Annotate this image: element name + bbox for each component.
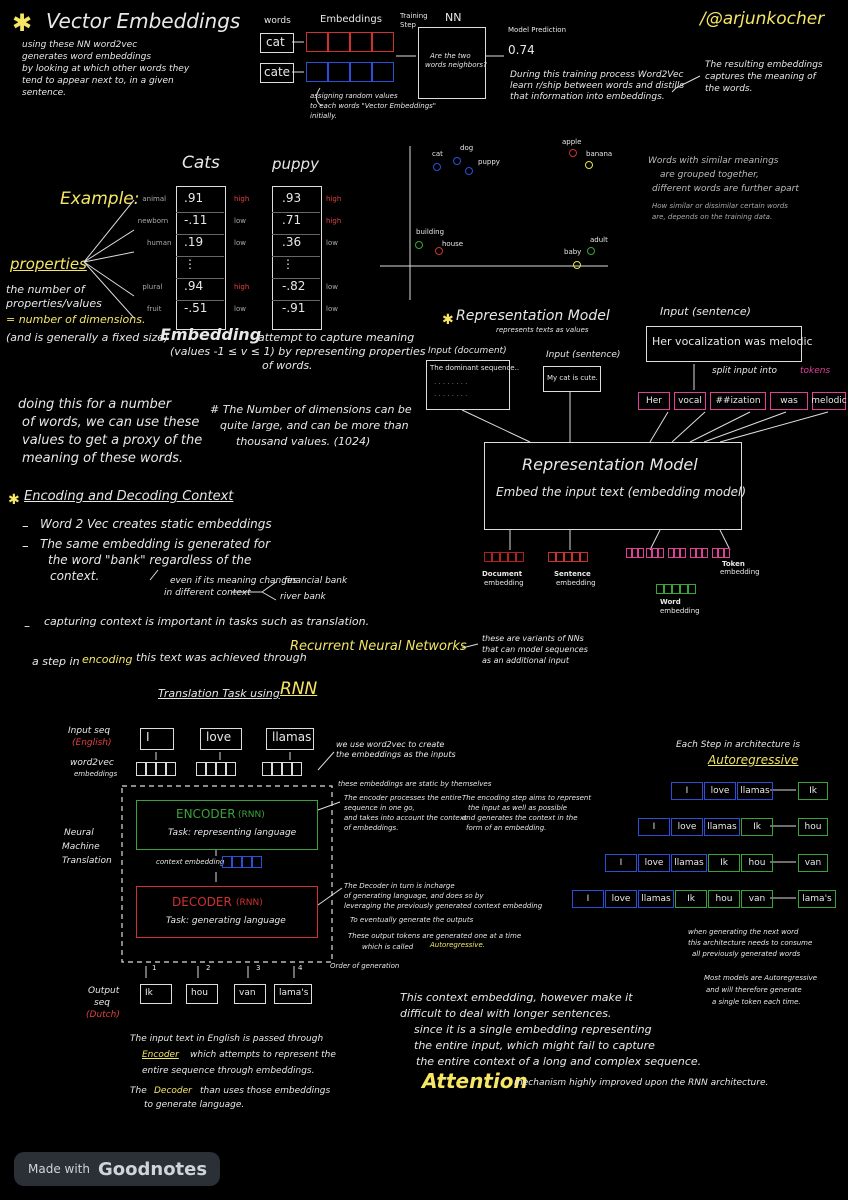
token-box: was <box>770 392 808 410</box>
output-word: hou <box>191 988 208 998</box>
dec-note2: To eventually generate the outputs <box>350 916 474 924</box>
scatter-point <box>453 157 461 165</box>
repr-subtitle: represents texts as values <box>496 326 589 334</box>
input-emb-cell <box>196 762 206 776</box>
goodnotes-badge[interactable] <box>14 1152 220 1186</box>
vector-cell <box>252 856 262 868</box>
dims-large: # The Number of dimensions can be <box>210 403 412 416</box>
col-puppy: puppy <box>272 155 319 173</box>
context-heading: Encoding and Decoding Context <box>24 489 234 504</box>
summary-p2-pre: The <box>130 1086 147 1096</box>
token-box: vocal <box>674 392 706 410</box>
enc-note2: and generates the context in the <box>462 814 578 822</box>
input-emb-cell <box>136 762 146 776</box>
autoreg-token: hou <box>741 854 773 872</box>
context-b3: capturing context is important in tasks such as translation. <box>44 615 370 628</box>
proxy-text: meaning of these words. <box>22 451 184 466</box>
autoreg-token: I <box>671 782 703 800</box>
intro-line: tend to appear next to, in a given <box>22 76 174 86</box>
order-generation: Order of generation <box>330 962 400 970</box>
input-emb-cell <box>262 762 272 776</box>
out-word-label: Word <box>660 598 681 606</box>
output-cell <box>516 552 524 562</box>
autoregressive-word: Autoregressive. <box>430 941 485 949</box>
input-word: llamas <box>272 730 312 744</box>
autoreg-output: van <box>798 854 828 872</box>
scatter-point <box>465 167 473 175</box>
assign-note: initially. <box>310 112 338 120</box>
cats-value: .19 <box>184 235 204 249</box>
output-cell <box>664 584 672 594</box>
output-cell <box>638 548 644 558</box>
autoreg-note2: a single token each time. <box>712 998 801 1006</box>
cats-tag: low <box>234 217 246 225</box>
autoreg-token: llamas <box>704 818 740 836</box>
input-emb-cell <box>272 762 282 776</box>
cats-tag: low <box>234 239 246 247</box>
output-cell <box>564 552 572 562</box>
cats-tag: low <box>234 305 246 313</box>
autoreg-token: love <box>671 818 703 836</box>
dims-eq: = number of dimensions. <box>6 313 146 326</box>
scatter-point <box>585 161 593 169</box>
puppy-tag: high <box>326 195 342 203</box>
input-right-label: Input (sentence) <box>660 305 751 318</box>
enc-note2: The encoding step aims to represent <box>462 794 592 802</box>
intro-line: using these NN word2vec <box>22 40 138 50</box>
summary-decoder: Decoder <box>154 1086 192 1096</box>
scatter-label: apple <box>562 138 582 146</box>
prediction-value: 0.74 <box>508 43 535 57</box>
rnn-note: as an additional input <box>482 656 569 665</box>
rnn-name: Recurrent Neural Networks <box>290 639 467 654</box>
autoreg-token: Ik <box>741 818 773 836</box>
cats-tag: high <box>234 283 250 291</box>
autoreg-note: all previously generated words <box>692 950 801 958</box>
decoder-task: Task: generating language <box>166 916 286 926</box>
dec-note: leveraging the previously generated context embedding <box>344 902 543 910</box>
cats-value: .94 <box>184 279 204 293</box>
puppy-value: ⋮ <box>282 257 294 271</box>
page-title: Vector Embeddings <box>46 9 241 33</box>
intro-line: generates word embeddings <box>22 52 152 62</box>
embedding-note: of words. <box>262 359 313 372</box>
autoreg-token: I <box>638 818 670 836</box>
dims-note: the number of <box>6 283 85 296</box>
puppy-value: .93 <box>282 191 302 205</box>
puppy-tag: low <box>326 239 338 247</box>
attention-note: mechanism highly improved upon the RNN architecture. <box>514 1078 769 1088</box>
proxy-text: values to get a proxy of the <box>22 433 203 448</box>
dec-note: of generating language, and does so by <box>344 892 484 900</box>
puppy-tag: low <box>326 283 338 291</box>
scatter-point <box>415 241 423 249</box>
summary-p1: The input text in English is passed through <box>130 1034 324 1044</box>
output-cell <box>680 584 688 594</box>
autoreg-note: this architecture needs to consume <box>688 939 813 947</box>
summary-p1: which attempts to represent the <box>190 1050 336 1060</box>
dec-note: The Decoder in turn is incharge <box>344 882 455 890</box>
token-box: ##ization <box>710 392 766 410</box>
dims-large: quite large, and can be more than <box>220 419 409 432</box>
scatter-label: puppy <box>478 158 500 166</box>
autoreg-output: hou <box>798 818 828 836</box>
context-asterisk: ✱ <box>8 492 20 508</box>
scatter-label: building <box>416 228 445 236</box>
translation-title: Translation Task using <box>158 687 280 700</box>
autoreg-token: hou <box>708 890 740 908</box>
word-text: cate <box>264 65 291 79</box>
meaning-note: even if its meaning changes <box>170 576 298 586</box>
autoreg-output: lama's <box>798 890 836 908</box>
out-sent-label: Sentence <box>554 570 591 578</box>
input-doc-text: The dominant sequence.. <box>430 364 520 372</box>
autoreg-token: I <box>605 854 637 872</box>
bank-river: river bank <box>280 592 326 602</box>
scatter-note: are, depends on the training data. <box>652 213 773 221</box>
output-seq-label: Output <box>88 986 120 996</box>
col-cats: Cats <box>182 153 220 173</box>
nmt-label: Neural <box>64 828 94 838</box>
enc-note2: form of an embedding. <box>466 824 547 832</box>
w2v-note: we use word2vec to create <box>336 740 445 749</box>
autoreg-token: Ik <box>708 854 740 872</box>
scatter-label: banana <box>586 150 613 158</box>
cats-value: ⋮ <box>184 257 196 271</box>
context-b2: context. <box>50 569 100 583</box>
embedding-note: attempt to capture meaning <box>258 331 415 344</box>
summary-encoder: Encoder <box>142 1050 179 1060</box>
intro-line: sentence. <box>22 88 67 98</box>
property-name: plural <box>142 283 163 291</box>
rnn-mid: this text was achieved through <box>136 651 307 664</box>
result-note: The resulting embeddings <box>705 60 823 70</box>
input-emb-cell <box>146 762 156 776</box>
order-number: 2 <box>206 964 211 972</box>
process-note: learn r/ship between words and distills <box>510 81 685 91</box>
summary-ctx: the entire input, which might fail to capture <box>414 1039 655 1052</box>
out-token-label: embedding <box>720 568 760 576</box>
repr-model-sub: Embed the input text (embedding model) <box>496 485 747 499</box>
input-right-text: Her vocalization was melodic <box>652 335 813 348</box>
output-cell <box>500 552 508 562</box>
output-cell <box>724 548 730 558</box>
words-label: words <box>264 16 291 26</box>
asterisk: ✱ <box>12 9 33 37</box>
attention-word: Attention <box>422 1069 528 1093</box>
encoder-label: ENCODER <box>176 807 236 821</box>
property-name: animal <box>142 195 167 203</box>
summary-ctx: since it is a single embedding representing <box>414 1023 652 1036</box>
out-sent-label: embedding <box>556 579 596 587</box>
encoder-task: Task: representing language <box>168 828 297 838</box>
scatter-note: How similar or dissimilar certain words <box>652 202 788 210</box>
nn-question: words neighbors? <box>425 61 487 69</box>
vector-cell <box>232 856 242 868</box>
autoreg-note: when generating the next word <box>688 928 799 936</box>
output-cell <box>702 548 708 558</box>
output-word: van <box>239 988 256 998</box>
input-doc-lines: · · · · · · · · <box>434 380 468 388</box>
output-word: lama's <box>279 988 309 998</box>
output-cell <box>672 584 680 594</box>
out-token-label: Token <box>722 560 745 568</box>
puppy-value: -.82 <box>282 279 306 293</box>
meaning-note: in different context <box>164 588 251 598</box>
scatter-label: house <box>442 240 464 248</box>
cats-tag: high <box>234 195 250 203</box>
scatter-point <box>569 149 577 157</box>
output-seq-label: seq <box>94 998 110 1008</box>
output-cell <box>484 552 492 562</box>
puppy-tag: high <box>326 217 342 225</box>
embeddings-label: Embeddings <box>320 14 382 25</box>
input-emb-cell <box>206 762 216 776</box>
scatter-note: Words with similar meanings <box>648 156 779 166</box>
scatter-point <box>435 247 443 255</box>
enc-note2: the input as well as possible <box>468 804 568 812</box>
example-label: Example: <box>60 189 140 209</box>
context-b2: The same embedding is generated for <box>40 537 270 551</box>
embedding-note: (values -1 ≤ v ≤ 1) by representing properties <box>170 345 426 358</box>
scatter-note: different words are further apart <box>652 184 799 194</box>
property-name: newborn <box>137 217 169 225</box>
decoder-label: DECODER <box>172 895 232 909</box>
word-text: cat <box>266 35 285 49</box>
output-cell <box>556 552 564 562</box>
scatter-label: cat <box>432 150 443 158</box>
input-seq-label: Input seq <box>68 726 111 736</box>
autoreg-token: I <box>572 890 604 908</box>
word2vec-sub: embeddings <box>74 770 118 778</box>
encoder-rnn: (RNN) <box>238 810 265 820</box>
proxy-text: doing this for a number <box>18 397 172 412</box>
scatter-point <box>433 163 441 171</box>
puppy-value: .71 <box>282 213 302 227</box>
w2v-note: the embeddings as the inputs <box>336 750 456 759</box>
output-cell <box>680 548 686 558</box>
order-number: 3 <box>256 964 261 972</box>
input-doc-label: Input (document) <box>428 346 507 356</box>
decoder-box <box>136 886 318 938</box>
token-box: melodic <box>812 392 846 410</box>
enc-note: of embeddings. <box>344 824 399 832</box>
result-note: the words. <box>705 84 753 94</box>
autoreg-title-word: Autoregressive <box>708 753 799 767</box>
training-step-label: Training <box>400 12 428 20</box>
autoreg-token: llamas <box>737 782 773 800</box>
scatter-label: baby <box>564 248 582 256</box>
autoreg-note2: Most models are Autoregressive <box>704 974 818 982</box>
assign-note: to each words "Vector Embeddings" <box>310 102 437 110</box>
scatter-label: dog <box>460 144 474 152</box>
out-doc-label: embedding <box>484 579 524 587</box>
context-emb-label: context embedding <box>156 858 225 866</box>
enc-note: The encoder processes the entire <box>344 794 462 802</box>
summary-ctx: This context embedding, however make it <box>400 991 633 1004</box>
intro-line: by looking at which other words they <box>22 64 190 74</box>
translation-title-rnn: RNN <box>280 679 318 699</box>
nmt-label: Machine <box>62 842 100 852</box>
embedding-word: Embedding <box>160 325 262 344</box>
puppy-tag: low <box>326 305 338 313</box>
property-name: human <box>147 239 172 247</box>
input-word: love <box>206 730 232 744</box>
property-name: fruit <box>147 305 162 313</box>
scatter-point <box>573 261 581 269</box>
enc-note: and takes into account the context <box>344 814 467 822</box>
autoreg-token: llamas <box>638 890 674 908</box>
autoreg-token: love <box>605 890 637 908</box>
input-emb-cell <box>156 762 166 776</box>
autoreg-token: Ik <box>675 890 707 908</box>
token-box: Her <box>638 392 670 410</box>
context-bullet: – <box>22 539 29 554</box>
process-note: During this training process Word2Vec <box>510 70 684 80</box>
vector-cell <box>222 856 232 868</box>
input-emb-cell <box>166 762 176 776</box>
rnn-note: that can model sequences <box>482 645 588 654</box>
input-emb-cell <box>292 762 302 776</box>
dims-large: thousand values. (1024) <box>236 435 371 448</box>
rnn-encoding: encoding <box>82 653 133 666</box>
input-sent-text: My cat is cute. <box>547 374 598 382</box>
enc-note: sequence in one go, <box>344 804 415 812</box>
repr-asterisk: ✱ <box>442 312 454 328</box>
author-handle: /@arjunkocher <box>700 9 825 29</box>
puppy-value: -.91 <box>282 301 306 315</box>
order-number: 1 <box>152 964 157 972</box>
cats-value: -.11 <box>184 213 208 227</box>
output-cell <box>688 584 696 594</box>
context-bullet: – <box>22 519 29 534</box>
order-number: 4 <box>298 964 303 972</box>
summary-p1: entire sequence through embeddings. <box>142 1066 315 1076</box>
autoreg-output: Ik <box>798 782 828 800</box>
input-word: I <box>146 730 150 744</box>
summary-p2: to generate language. <box>144 1100 245 1110</box>
output-cell <box>580 552 588 562</box>
rnn-pre: a step in <box>32 655 80 668</box>
summary-ctx: the entire context of a long and complex sequence. <box>416 1055 702 1068</box>
process-note: that information into embeddings. <box>510 92 665 102</box>
autoreg-token: love <box>704 782 736 800</box>
dutch-label: (Dutch) <box>86 1010 120 1020</box>
autoreg-note2: and will therefore generate <box>706 986 802 994</box>
output-cell <box>658 548 664 558</box>
repr-model-title: Representation Model <box>522 455 698 474</box>
cats-value: .91 <box>184 191 204 205</box>
input-emb-cell <box>282 762 292 776</box>
scatter-note: are grouped together, <box>660 170 759 180</box>
output-word: Ik <box>145 988 153 998</box>
output-cell <box>492 552 500 562</box>
autoreg-token: llamas <box>671 854 707 872</box>
output-cell <box>572 552 580 562</box>
output-cell <box>548 552 556 562</box>
summary-ctx: difficult to deal with longer sentences. <box>400 1007 612 1020</box>
cats-value: -.51 <box>184 301 208 315</box>
nn-question: Are the two <box>430 52 471 60</box>
out-doc-label: Document <box>482 570 523 578</box>
nn-label: NN <box>445 11 462 24</box>
context-b1: Word 2 Vec creates static embeddings <box>40 517 272 531</box>
autoreg-token: van <box>741 890 773 908</box>
out-word-label: embedding <box>660 607 700 615</box>
input-emb-cell <box>226 762 236 776</box>
proxy-text: of words, we can use these <box>22 415 200 430</box>
training-step-label: Step <box>400 21 416 29</box>
puppy-value: .36 <box>282 235 302 249</box>
context-bullet: – <box>24 619 30 633</box>
scatter-label: adult <box>590 236 608 244</box>
goodnotes-logo-text: Goodnotes <box>97 1158 208 1180</box>
repr-title: Representation Model <box>456 308 610 324</box>
vector-cell <box>242 856 252 868</box>
output-cell <box>508 552 516 562</box>
english-label: (English) <box>72 738 112 748</box>
dims-note: properties/values <box>6 297 102 310</box>
input-emb-cell <box>216 762 226 776</box>
input-doc-lines: · · · · · · · · <box>434 392 468 400</box>
split-note: split input into <box>712 366 778 376</box>
scatter-point <box>587 247 595 255</box>
fixed-note: (and is generally a fixed size) <box>6 331 169 344</box>
summary-p2: than uses those embeddings <box>200 1086 331 1096</box>
static-note: these embeddings are static by themselves <box>338 780 492 788</box>
output-cell <box>656 584 664 594</box>
assign-note: assigning random values <box>310 92 398 100</box>
nmt-label: Translation <box>62 856 112 866</box>
word2vec-label: word2vec <box>70 758 114 768</box>
dec-note3: which is called <box>362 943 414 951</box>
model-prediction-label: Model Prediction <box>508 26 567 34</box>
made-with-text: Made with <box>28 1162 90 1176</box>
rnn-note: these are variants of NNs <box>482 634 584 643</box>
properties-label: properties <box>10 255 87 273</box>
context-b2: the word "bank" regardless of the <box>48 553 252 567</box>
autoreg-token: love <box>638 854 670 872</box>
dec-note3: These output tokens are generated one at a time <box>348 932 522 940</box>
input-sent-label: Input (sentence) <box>546 350 621 360</box>
result-note: captures the meaning of <box>705 72 816 82</box>
autoreg-title: Each Step in architecture is <box>676 740 801 750</box>
bank-financial: financial bank <box>284 576 348 586</box>
tokens-word: tokens <box>800 366 831 376</box>
decoder-rnn: (RNN) <box>236 898 263 908</box>
